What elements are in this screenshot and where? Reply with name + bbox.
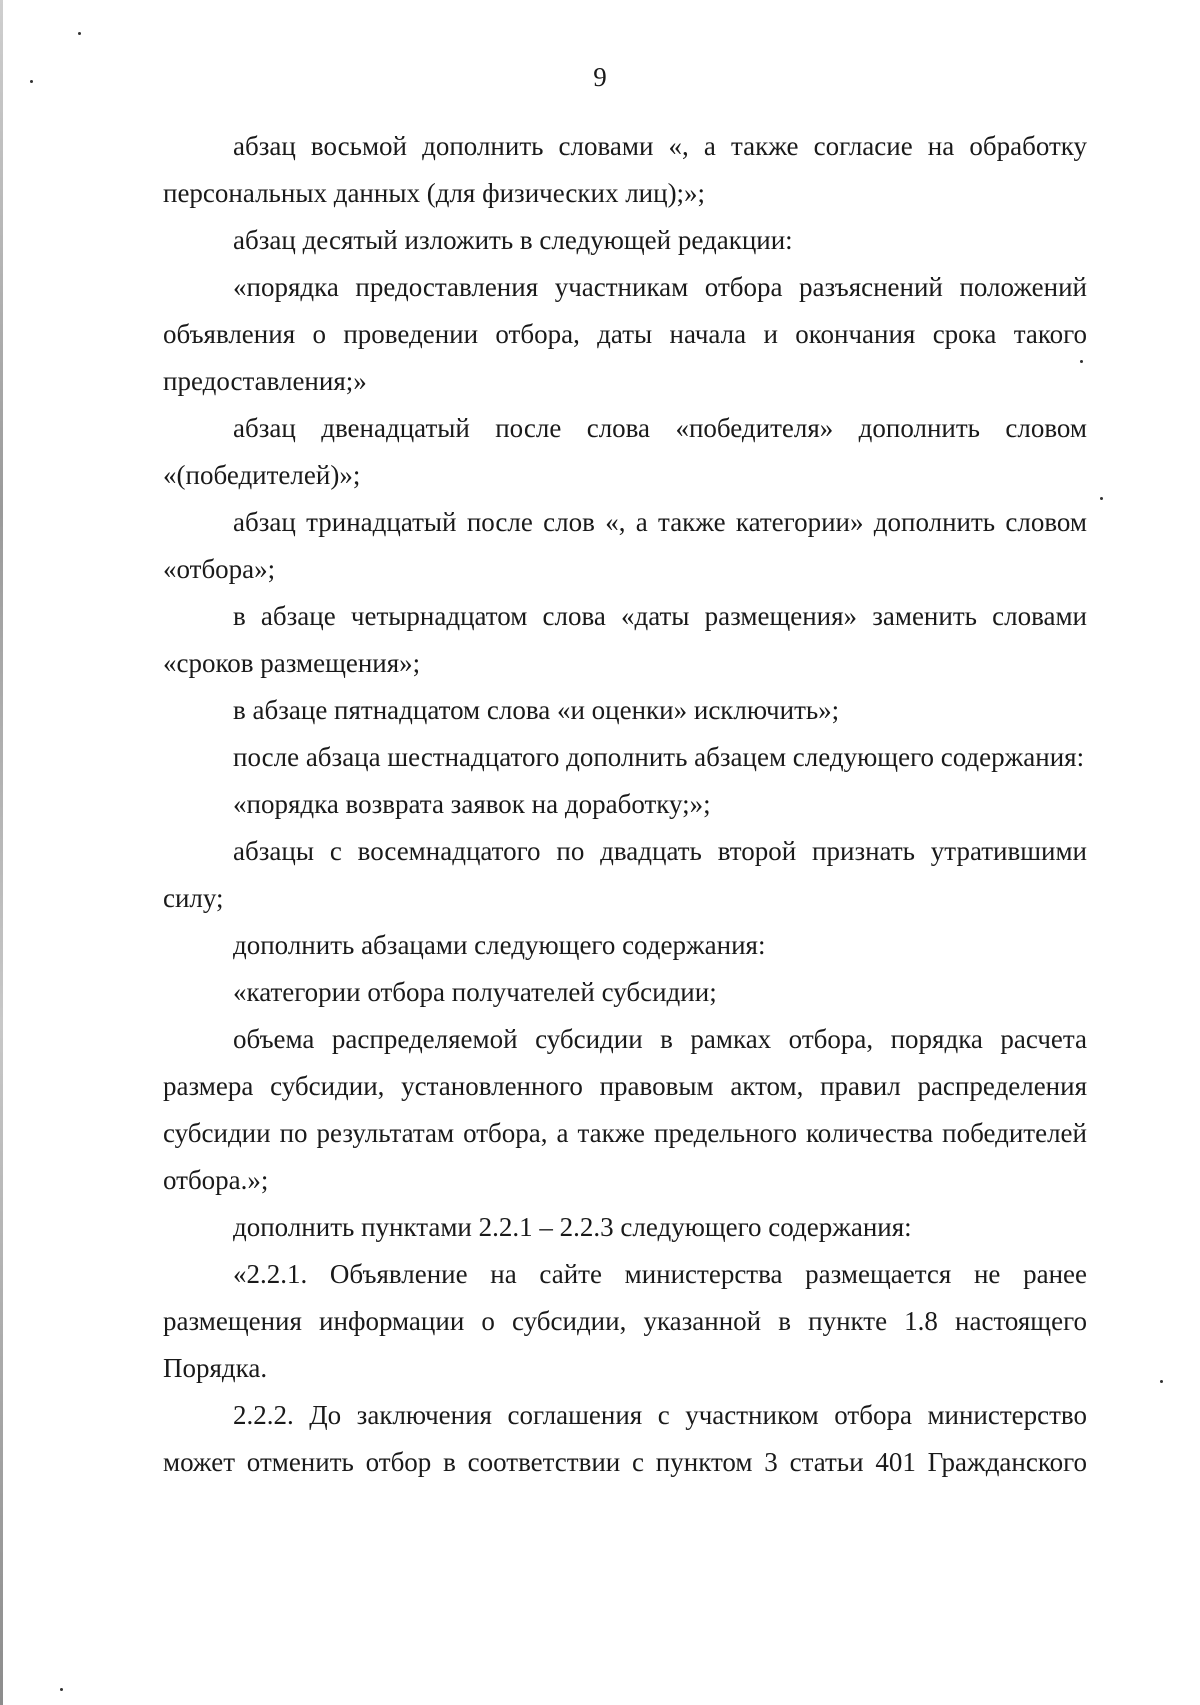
paragraph: абзац тринадцатый после слов «, а также категории» дополнить словом «отбора»; [163,507,1087,584]
paragraph: «порядка возврата заявок на доработку;»; [233,789,711,819]
paragraph: дополнить пунктами 2.2.1 – 2.2.3 следующего содержания: [233,1212,912,1242]
scan-left-edge [0,0,3,1705]
paragraph: в абзаце четырнадцатом слова «даты размещения» заменить словами «сроков размещения»; [163,601,1087,678]
paragraph: 2.2.2. До заключения соглашения с участником отбора министерство может отменить отбор в соответствии с пунктом 3 статьи 401 Гражданского [163,1400,1087,1477]
paragraph: «2.2.1. Объявление на сайте министерства размещается не ранее размещения информации о субсидии, указанной в пункте 1.8 настоящего Порядка. [163,1259,1087,1383]
scan-speck [1080,360,1083,363]
paragraph: объема распределяемой субсидии в рамках отбора, порядка расчета размера субсидии, установленного правовым актом, правил распределения субсидии по результатам отбора, а также предельного количества победителей отбора.»; [163,1024,1087,1195]
scan-speck [30,80,33,83]
paragraph: абзац восьмой дополнить словами «, а также согласие на обработку персональных данных (для физических лиц);»; [163,131,1087,208]
paragraph: в абзаце пятнадцатом слова «и оценки» исключить»; [233,695,840,725]
scan-speck [1160,1380,1163,1383]
scan-speck [1100,497,1103,500]
paragraph: абзац десятый изложить в следующей редакции: [233,225,793,255]
paragraph: абзац двенадцатый после слова «победителя» дополнить словом «(победителей)»; [163,413,1087,490]
page-number: 9 [593,62,607,92]
paragraph: абзацы с восемнадцатого по двадцать второй признать утратившими силу; [163,836,1087,913]
document-body [163,123,1087,1486]
paragraph: «порядка предоставления участникам отбора разъяснений положений объявления о проведении отбора, даты начала и окончания срока такого предоставления;» [163,272,1087,396]
paragraph: дополнить абзацами следующего содержания: [233,930,766,960]
paragraph: после абзаца шестнадцатого дополнить абзацем следующего содержания: [233,742,1085,772]
scan-speck [60,1688,63,1691]
scan-speck [78,32,81,35]
paragraph: «категории отбора получателей субсидии; [233,977,717,1007]
